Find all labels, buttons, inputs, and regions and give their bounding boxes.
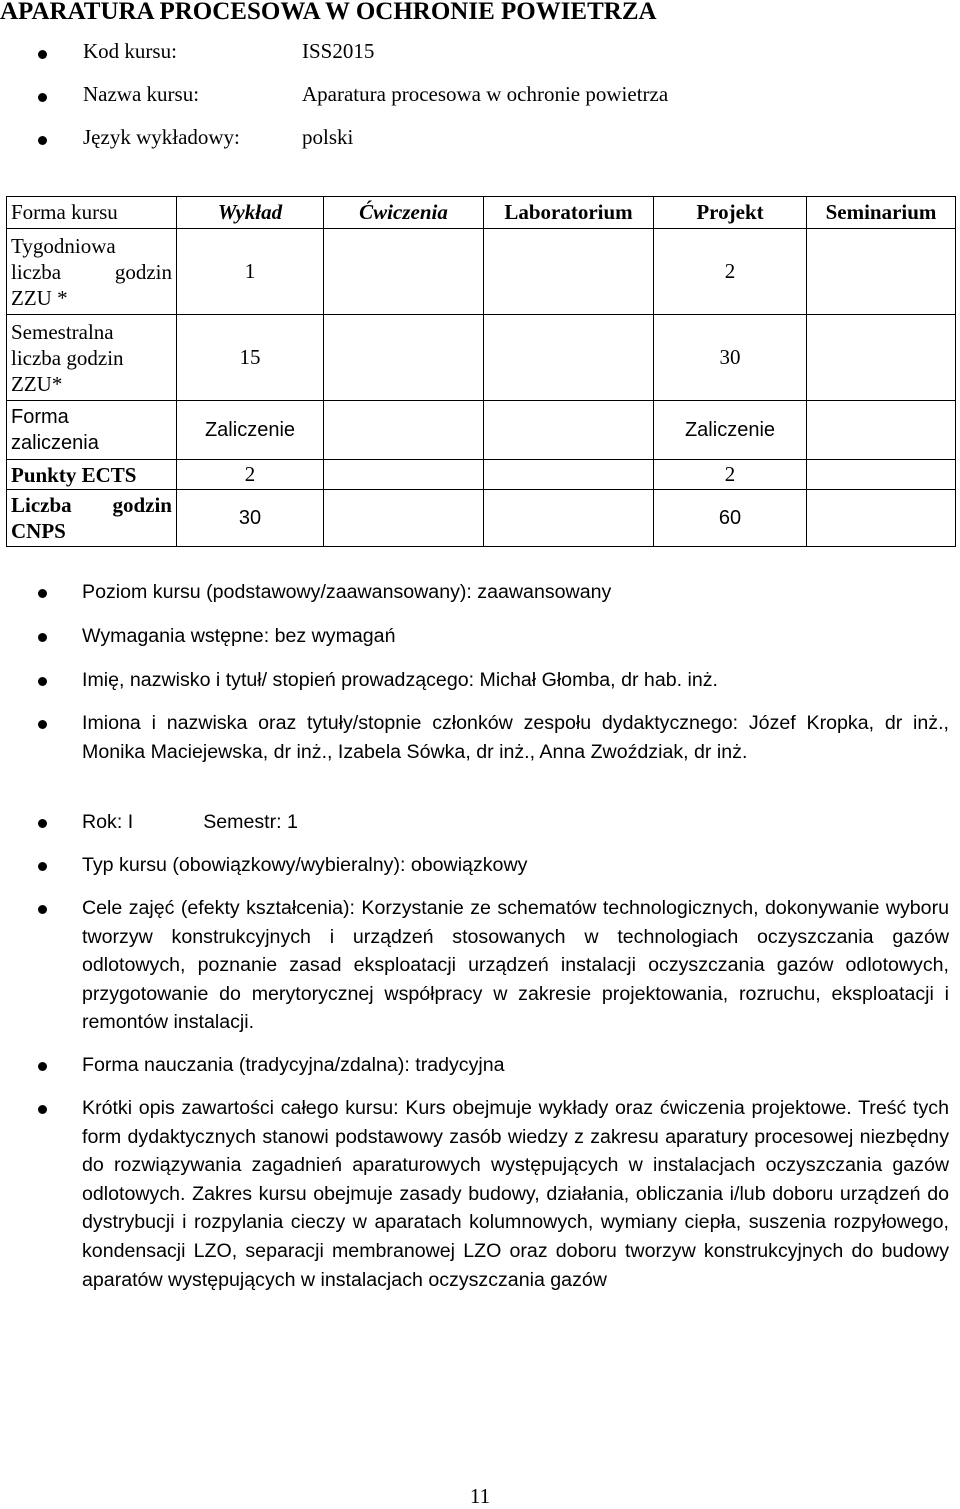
table-cell: 2 xyxy=(177,460,324,490)
table-cell xyxy=(484,460,654,490)
table-row xyxy=(7,460,956,490)
row-label-line: ZZU * xyxy=(11,285,68,310)
lecturer: Imię, nazwisko i tytuł/ stopień prowadzącego: Michał Głomba, dr hab. inż. xyxy=(82,669,719,691)
course-type: Typ kursu (obowiązkowy/wybieralny): obowiązkowy xyxy=(82,854,528,876)
bullet-icon xyxy=(38,720,47,729)
row-label-line: Liczba godzin xyxy=(11,493,172,517)
header-wyklad: Wykład xyxy=(177,197,324,229)
course-content: Krótki opis zawartości całego kursu: Kurs obejmuje wykłady oraz ćwiczenia projektowe. Treść tych form dydaktycznych stanowi podstawowy zasób wiedzy z zakresu aparatury procesowej niezbędny do rozwiązywania zagadnień aparaturowych występujących w instalacjach oczyszczania gazów odlotowych. Zakres kursu obejmuje zasady budowy, działania, obliczania i/lub doboru urządzeń do dystrybucji i rozpylania cieczy w aparatach kolumnowych, wymiany ciepła, suszenia rozpyłowego, kondensacji LZO, separacji membranowej LZO oraz doboru tworzyw konstrukcyjnych do budowy aparatów występujących w instalacjach oczyszczania gazów xyxy=(82,1097,949,1291)
table-cell xyxy=(807,490,956,547)
teaching-team: Imiona i nazwiska oraz tytuły/stopnie członków zespołu dydaktycznego: Józef Kropka, dr inż., Monika Maciejewska, dr inż., Izabela Sówka, dr inż., Anna Zwoździak, dr inż. xyxy=(82,712,949,763)
table-cell xyxy=(807,401,956,460)
year: Rok: I xyxy=(82,811,134,833)
header-cwiczenia: Ćwiczenia xyxy=(324,197,484,229)
table-cell xyxy=(324,490,484,547)
bullet-icon xyxy=(38,677,47,686)
bullet-icon xyxy=(38,862,47,871)
table-cell: Zaliczenie xyxy=(654,401,807,460)
table-cell: 30 xyxy=(177,490,324,547)
table-cell xyxy=(484,229,654,315)
table-row xyxy=(7,490,956,547)
bullet-icon xyxy=(38,905,47,914)
course-info-list xyxy=(0,39,960,168)
row-label-cnps xyxy=(7,490,177,547)
course-name-label: Nazwa kursu: xyxy=(83,82,200,106)
table-cell xyxy=(807,460,956,490)
row-label-assessment-form xyxy=(7,401,177,460)
bullet-icon xyxy=(38,136,47,145)
course-code-row xyxy=(0,39,960,82)
page-number: 11 xyxy=(469,1484,491,1508)
bullet-icon xyxy=(38,589,47,598)
prerequisites: Wymagania wstępne: bez wymagań xyxy=(82,625,396,647)
table-cell xyxy=(324,401,484,460)
table-header-row xyxy=(7,197,956,229)
teaching-form: Forma nauczania (tradycyjna/zdalna): tradycyjna xyxy=(82,1054,505,1076)
table-cell xyxy=(807,315,956,401)
table-cell xyxy=(324,229,484,315)
course-goals: Cele zajęć (efekty kształcenia): Korzystanie ze schematów technologicznych, dokonywanie wyboru tworzyw konstrukcyjnych i urządzeń stosowanych w technologiach oczyszczania gazów odlotowych, poznanie zasad eksploatacji urządzeń instalacji oczyszczania gazów odlotowych, przygotowanie do merytorycznej współpracy w zakresie projektowania, rozruchu, eksploatacji i remontów instalacji. xyxy=(82,897,949,1034)
course-level: Poziom kursu (podstawowy/zaawansowany): zaawansowany xyxy=(82,581,612,603)
bullet-icon xyxy=(38,1105,47,1114)
row-label-line: liczba godzin xyxy=(11,345,124,370)
header-laboratorium: Laboratorium xyxy=(484,197,654,229)
row-label-weekly-hours xyxy=(7,229,177,315)
year-semester xyxy=(82,808,949,837)
course-language-label: Język wykładowy: xyxy=(83,125,240,149)
table-cell: 2 xyxy=(654,460,807,490)
course-name-row xyxy=(0,82,960,125)
semester: Semestr: 1 xyxy=(203,811,298,833)
row-label-line: Semestralna xyxy=(11,319,114,344)
header-projekt: Projekt xyxy=(654,197,807,229)
table-cell: Zaliczenie xyxy=(177,401,324,460)
table-cell xyxy=(807,229,956,315)
bullet-icon xyxy=(38,50,47,59)
bullet-icon xyxy=(38,1062,47,1071)
row-label-line: Punkty ECTS xyxy=(11,462,137,487)
header-seminarium: Seminarium xyxy=(807,197,956,229)
table-row xyxy=(7,315,956,401)
header-form-kursu: Forma kursu xyxy=(7,197,177,229)
row-label-line: Forma xyxy=(11,406,69,428)
table-cell: 30 xyxy=(654,315,807,401)
course-code-label: Kod kursu: xyxy=(83,39,177,63)
bullet-icon xyxy=(38,819,47,828)
bullet-icon xyxy=(38,93,47,102)
course-title: APARATURA PROCESOWA W OCHRONIE POWIETRZA xyxy=(0,0,657,25)
table-cell xyxy=(484,490,654,547)
table-cell xyxy=(484,401,654,460)
course-code-value: ISS2015 xyxy=(302,39,375,63)
course-language-value: polski xyxy=(302,125,354,149)
bullet-icon xyxy=(38,633,47,642)
row-label-line: CNPS xyxy=(11,519,66,543)
table-row xyxy=(7,229,956,315)
row-label-semester-hours xyxy=(7,315,177,401)
row-label-line: Tygodniowa xyxy=(11,233,116,258)
table-cell xyxy=(324,460,484,490)
row-label-line: liczba godzin xyxy=(11,259,172,284)
table-row xyxy=(7,401,956,460)
table-cell: 1 xyxy=(177,229,324,315)
table-cell: 2 xyxy=(654,229,807,315)
table-cell: 15 xyxy=(177,315,324,401)
table-cell xyxy=(484,315,654,401)
row-label-line: zaliczenia xyxy=(11,432,99,454)
course-form-table xyxy=(6,196,956,547)
row-label-ects xyxy=(7,460,177,490)
row-label-line: ZZU* xyxy=(11,371,63,396)
table-cell xyxy=(324,315,484,401)
table-cell: 60 xyxy=(654,490,807,547)
course-language-row xyxy=(0,125,960,168)
course-name-value: Aparatura procesowa w ochronie powietrza xyxy=(302,82,669,106)
